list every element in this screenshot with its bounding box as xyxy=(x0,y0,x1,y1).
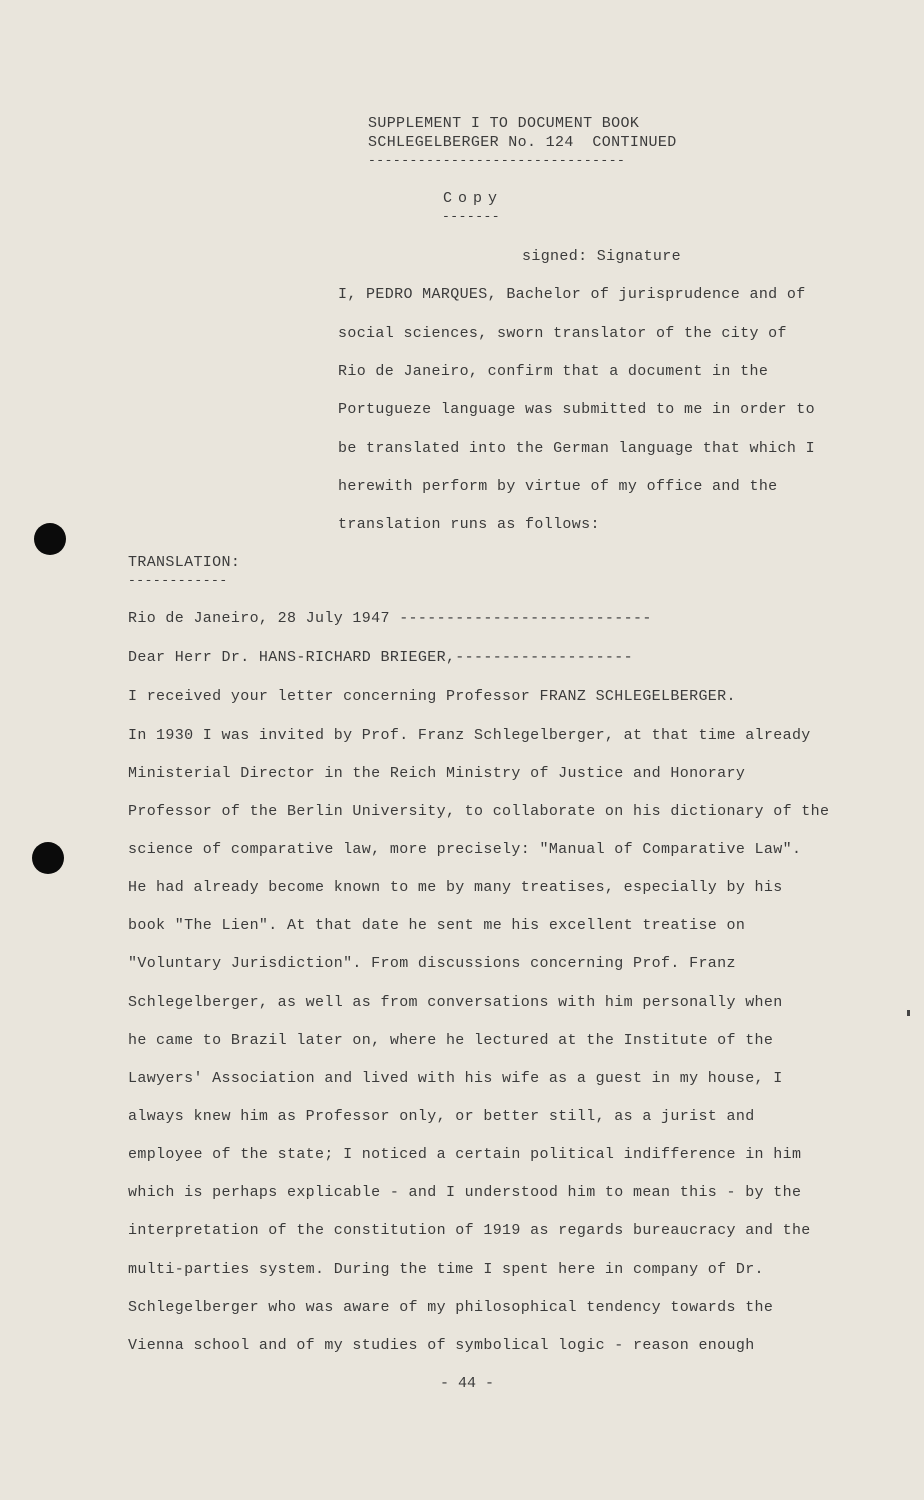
body-line: he came to Brazil later on, where he lectured at the Institute of the xyxy=(128,1032,774,1049)
certification-line: herewith perform by virtue of my office and the xyxy=(338,478,778,495)
body-line: which is perhaps explicable - and I understood him to mean this - by the xyxy=(128,1184,802,1201)
body-line: science of comparative law, more precisely: "Manual of Comparative Law". xyxy=(128,841,802,858)
body-line: Vienna school and of my studies of symbolical logic - reason enough xyxy=(128,1337,755,1354)
header-line-2: SCHLEGELBERGER No. 124 CONTINUED xyxy=(368,134,677,151)
body-line: Professor of the Berlin University, to collaborate on his dictionary of the xyxy=(128,803,830,820)
body-line: Schlegelberger, as well as from conversations with him personally when xyxy=(128,994,783,1011)
copy-rule: ------- xyxy=(442,209,501,224)
body-line: Lawyers' Association and lived with his wife as a guest in my house, I xyxy=(128,1070,783,1087)
copy-title: Copy xyxy=(443,190,504,207)
body-line: book "The Lien". At that date he sent me his excellent treatise on xyxy=(128,917,746,934)
body-line: employee of the state; I noticed a certain political indifference in him xyxy=(128,1146,802,1163)
body-line: Schlegelberger who was aware of my philosophical tendency towards the xyxy=(128,1299,774,1316)
body-line: always knew him as Professor only, or better still, as a jurist and xyxy=(128,1108,755,1125)
body-line: multi-parties system. During the time I spent here in company of Dr. xyxy=(128,1261,764,1278)
edge-mark xyxy=(907,1010,910,1016)
signed-line: signed: Signature xyxy=(522,248,681,265)
translation-heading: TRANSLATION: xyxy=(128,554,241,571)
body-line: In 1930 I was invited by Prof. Franz Schlegelberger, at that time already xyxy=(128,727,811,744)
body-line: interpretation of the constitution of 1919 as regards bureaucracy and the xyxy=(128,1222,811,1239)
certification-line: Portugueze language was submitted to me in order to xyxy=(338,401,815,418)
body-line: Ministerial Director in the Reich Ministry of Justice and Honorary xyxy=(128,765,746,782)
certification-line: I, PEDRO MARQUES, Bachelor of jurisprudence and of xyxy=(338,286,806,303)
punch-hole xyxy=(32,842,64,874)
translation-rule: ------------ xyxy=(128,573,228,588)
certification-line: translation runs as follows: xyxy=(338,516,600,533)
body-line: He had already become known to me by many treatises, especially by his xyxy=(128,879,783,896)
body-line: "Voluntary Jurisdiction". From discussions concerning Prof. Franz xyxy=(128,955,736,972)
date-line: Rio de Janeiro, 28 July 1947 --------------------------- xyxy=(128,610,652,627)
header-rule: ------------------------------- xyxy=(368,153,626,168)
certification-line: social sciences, sworn translator of the city of xyxy=(338,325,787,342)
certification-line: Rio de Janeiro, confirm that a document in the xyxy=(338,363,769,380)
header-line-1: SUPPLEMENT I TO DOCUMENT BOOK xyxy=(368,115,640,132)
punch-hole xyxy=(34,523,66,555)
salutation: Dear Herr Dr. HANS-RICHARD BRIEGER,------------------- xyxy=(128,649,633,666)
page-number: - 44 - xyxy=(440,1375,495,1392)
body-line: I received your letter concerning Professor FRANZ SCHLEGELBERGER. xyxy=(128,688,736,705)
certification-line: be translated into the German language that which I xyxy=(338,440,815,457)
